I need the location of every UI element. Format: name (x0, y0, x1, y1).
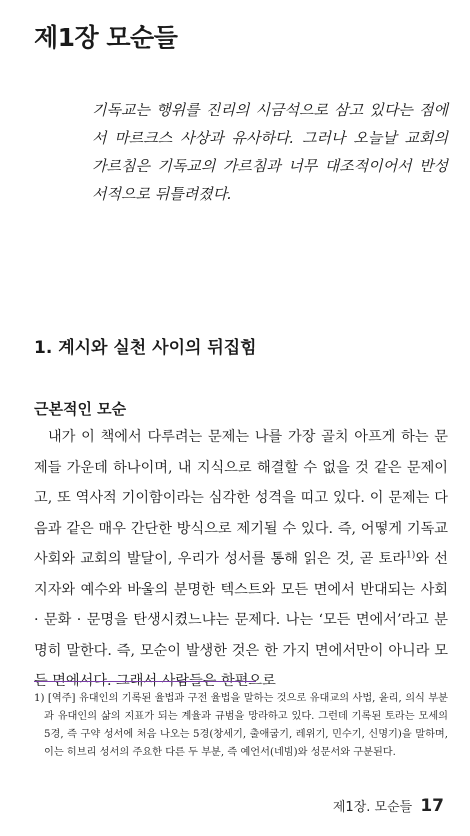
footnote-reference[interactable]: 1) (406, 550, 416, 561)
footnote-text: 1) [역주] 유대인의 기록된 율법과 구전 율법을 말하는 것으로 유대교의 사법, 윤리, 의식 부분과 유대인의 삶의 지표가 되는 계율과 규범을 망라하고 있다. 그런데 기록된 토라는 모세의 5경, 즉 구약 성서에 처음 나오는 5경(창세기, 출애굽기, 레위기, 민수기, 신명기)을 말하며, 이는 히브리 성서의 주요한 다른 두 부분, 즉 예언서(네빔)와 성문서와 구분된다. (34, 693, 448, 758)
page-number: 17 (420, 796, 444, 816)
chapter-title: 제1장 모순들 (34, 23, 178, 52)
subsection-heading: 근본적인 모순 (34, 400, 127, 418)
running-title: 제1장. 모순들 (332, 800, 413, 815)
body-text-part-1: 내가 이 책에서 다루려는 문제는 나를 가장 골치 아프게 하는 문제들 가운데 하나이며, 내 지식으로 해결할 수 없을 것 같은 문제이고, 또 역사적 기이함이라는 심각한 성격을 띠고 있다. 이 문제는 다음과 같은 매우 간단한 방식으로 제기될 수 있다. 즉, 어떻게 기독교 사회와 교회의 발달이, 우리가 성서를 통해 읽은 것, 곧 토라 (34, 429, 448, 567)
page-footer (333, 796, 444, 816)
body-paragraph (34, 422, 448, 697)
body-text-part-2: 와 선지자와 예수와 바울의 분명한 텍스트와 모든 면에서 반대되는 사회 · 문화 · 문명을 탄생시켰느냐는 문제다. 나는 ‘모든 면에서’라고 분명히 말한다. 즉, 모순이 발생한 것은 한 가지 면에서만이 아니라 모든 면에서다. 그래서 사람들은 한편으로 (34, 551, 449, 689)
footnote (34, 690, 448, 762)
section-heading: 1. 계시와 실천 사이의 뒤집힘 (34, 338, 257, 358)
epigraph: 기독교는 행위를 진리의 시금석으로 삼고 있다는 점에서 마르크스 사상과 유사하다. 그러나 오늘날 교회의 가르침은 기독교의 가르침과 너무 대조적이어서 반성서적으로 뒤틀려졌다. (92, 101, 448, 203)
footnote-divider (34, 681, 256, 682)
